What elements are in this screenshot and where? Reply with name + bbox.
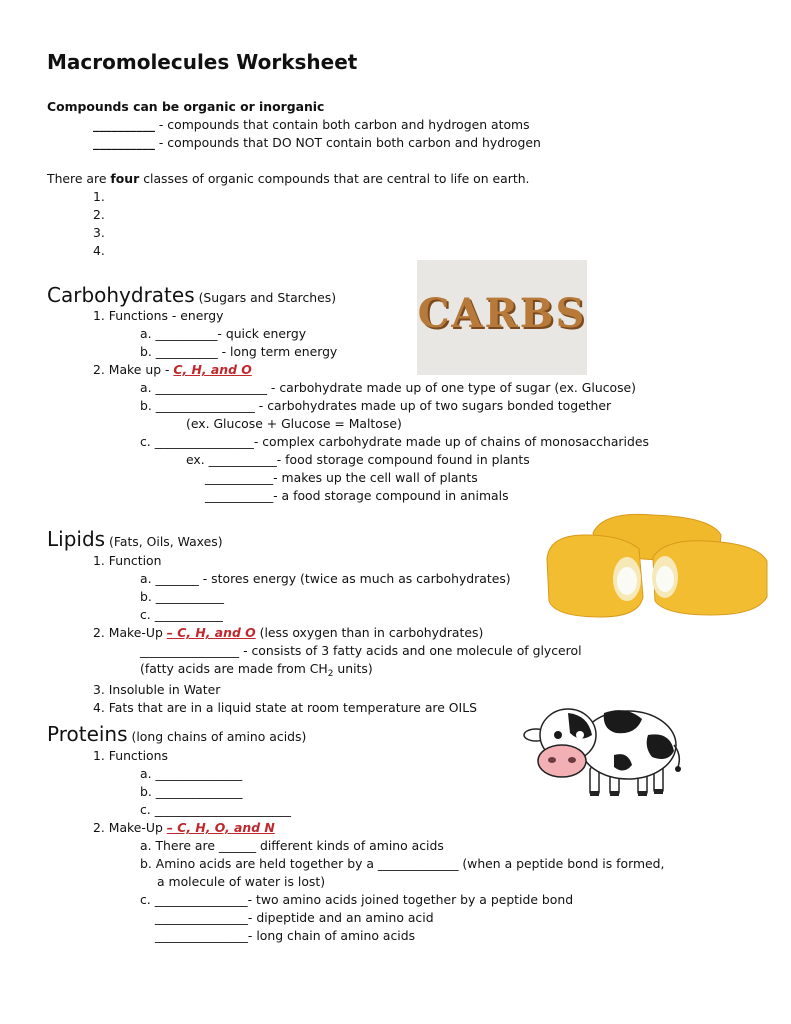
proteins-makeup-c-2: _______________- dipeptide and an amino acid — [155, 910, 434, 925]
proteins-functions: 1. Functions — [93, 748, 168, 763]
fatty-pre: (fatty acids are made from CH — [140, 661, 328, 676]
proteins-makeup-elements: – C, H, O, and N — [166, 820, 275, 835]
proteins-subtitle: (long chains of amino acids) — [131, 729, 307, 744]
proteins-makeup-b: b. Amino acids are held together by a _____________ (when a peptide bond is formed, — [140, 856, 665, 871]
carbs-function-a: a. __________- quick energy — [140, 326, 307, 341]
carbs-makeup-b-example: (ex. Glucose + Glucose = Maltose) — [186, 416, 402, 431]
twinkies-image — [543, 505, 773, 623]
carbs-example-3: ___________- a food storage compound in animals — [205, 488, 509, 503]
carbs-image-text: CARBS — [417, 290, 587, 337]
proteins-function-b: b. ______________ — [140, 784, 243, 799]
lipids-triglyceride: ________________ - consists of 3 fatty acids and one molecule of glycerol — [140, 643, 582, 658]
carbs-function-b: b. __________ - long term energy — [140, 344, 338, 359]
lipids-function-b: b. ___________ — [140, 589, 224, 604]
carbs-makeup-elements: C, H, and O — [173, 362, 252, 377]
lipids-makeup-post: (less oxygen than in carbohydrates) — [255, 625, 484, 640]
carbohydrates-title: Carbohydrates — [47, 283, 195, 307]
proteins-title: Proteins — [47, 722, 128, 746]
proteins-makeup-c: c. _______________- two amino acids joined together by a peptide bond — [140, 892, 574, 907]
lipids-function: 1. Function — [93, 553, 162, 568]
lipids-makeup — [93, 625, 483, 641]
carbs-functions: 1. Functions - energy — [93, 308, 224, 323]
classes-bold: four — [110, 171, 140, 186]
inorganic-definition-line — [93, 135, 541, 151]
carbs-example-1: ex. ___________- food storage compound found in plants — [186, 452, 530, 467]
classes-pre: There are — [47, 171, 111, 186]
carbs-example-2: ___________- makes up the cell wall of plants — [205, 470, 478, 485]
lipids-title: Lipids — [47, 527, 106, 551]
organic-definition: - compounds that contain both carbon and hydrogen atoms — [154, 117, 530, 132]
carbs-makeup-b: b. ________________ - carbohydrates made up of two sugars bonded together — [140, 398, 612, 413]
proteins-makeup-b-cont: a molecule of water is lost) — [157, 874, 326, 889]
class-item-2: 2. — [93, 207, 105, 222]
lipids-function-c: c. ___________ — [140, 607, 223, 622]
classes-post: classes of organic compounds that are central to life on earth. — [139, 171, 530, 186]
proteins-makeup-a: a. There are ______ different kinds of amino acids — [140, 838, 444, 853]
class-item-3: 3. — [93, 225, 105, 240]
lipids-fatty-acids — [140, 661, 373, 682]
carbohydrates-heading — [47, 283, 336, 307]
lipids-makeup-elements: – C, H, and O — [166, 625, 256, 640]
classes-sentence — [47, 171, 530, 187]
lipids-oils: 4. Fats that are in a liquid state at room temperature are OILS — [93, 700, 477, 715]
fatty-subscript: 2 — [327, 669, 334, 679]
organic-blank: __________ — [93, 117, 155, 132]
proteins-function-c: c. ______________________ — [140, 802, 291, 817]
proteins-makeup-pre: 2. Make-Up — [93, 820, 167, 835]
carbohydrates-subtitle: (Sugars and Starches) — [198, 290, 337, 305]
proteins-makeup-c-3: _______________- long chain of amino acids — [155, 928, 416, 943]
fatty-post: units) — [333, 661, 373, 676]
class-item-4: 4. — [93, 243, 105, 258]
class-item-1: 1. — [93, 189, 105, 204]
lipids-function-a: a. _______ - stores energy (twice as much as carbohydrates) — [140, 571, 511, 586]
intro-heading: Compounds can be organic or inorganic — [47, 99, 325, 114]
lipids-subtitle: (Fats, Oils, Waxes) — [109, 534, 223, 549]
lipids-heading — [47, 527, 223, 551]
carbs-makeup — [93, 362, 252, 378]
proteins-heading — [47, 722, 306, 746]
proteins-makeup — [93, 820, 275, 836]
carbs-image — [417, 260, 587, 375]
lipids-insoluble: 3. Insoluble in Water — [93, 682, 221, 697]
inorganic-definition: - compounds that DO NOT contain both carbon and hydrogen — [154, 135, 541, 150]
cow-image — [518, 705, 686, 801]
carbs-makeup-c: c. ________________- complex carbohydrate made up of chains of monosaccharides — [140, 434, 649, 449]
lipids-makeup-pre: 2. Make-Up — [93, 625, 167, 640]
page-title: Macromolecules Worksheet — [47, 50, 358, 74]
carbs-makeup-a: a. __________________ - carbohydrate made up of one type of sugar (ex. Glucose) — [140, 380, 637, 395]
carbs-makeup-pre: 2. Make up - — [93, 362, 174, 377]
organic-definition-line — [93, 117, 530, 133]
proteins-function-a: a. ______________ — [140, 766, 243, 781]
inorganic-blank: __________ — [93, 135, 155, 150]
